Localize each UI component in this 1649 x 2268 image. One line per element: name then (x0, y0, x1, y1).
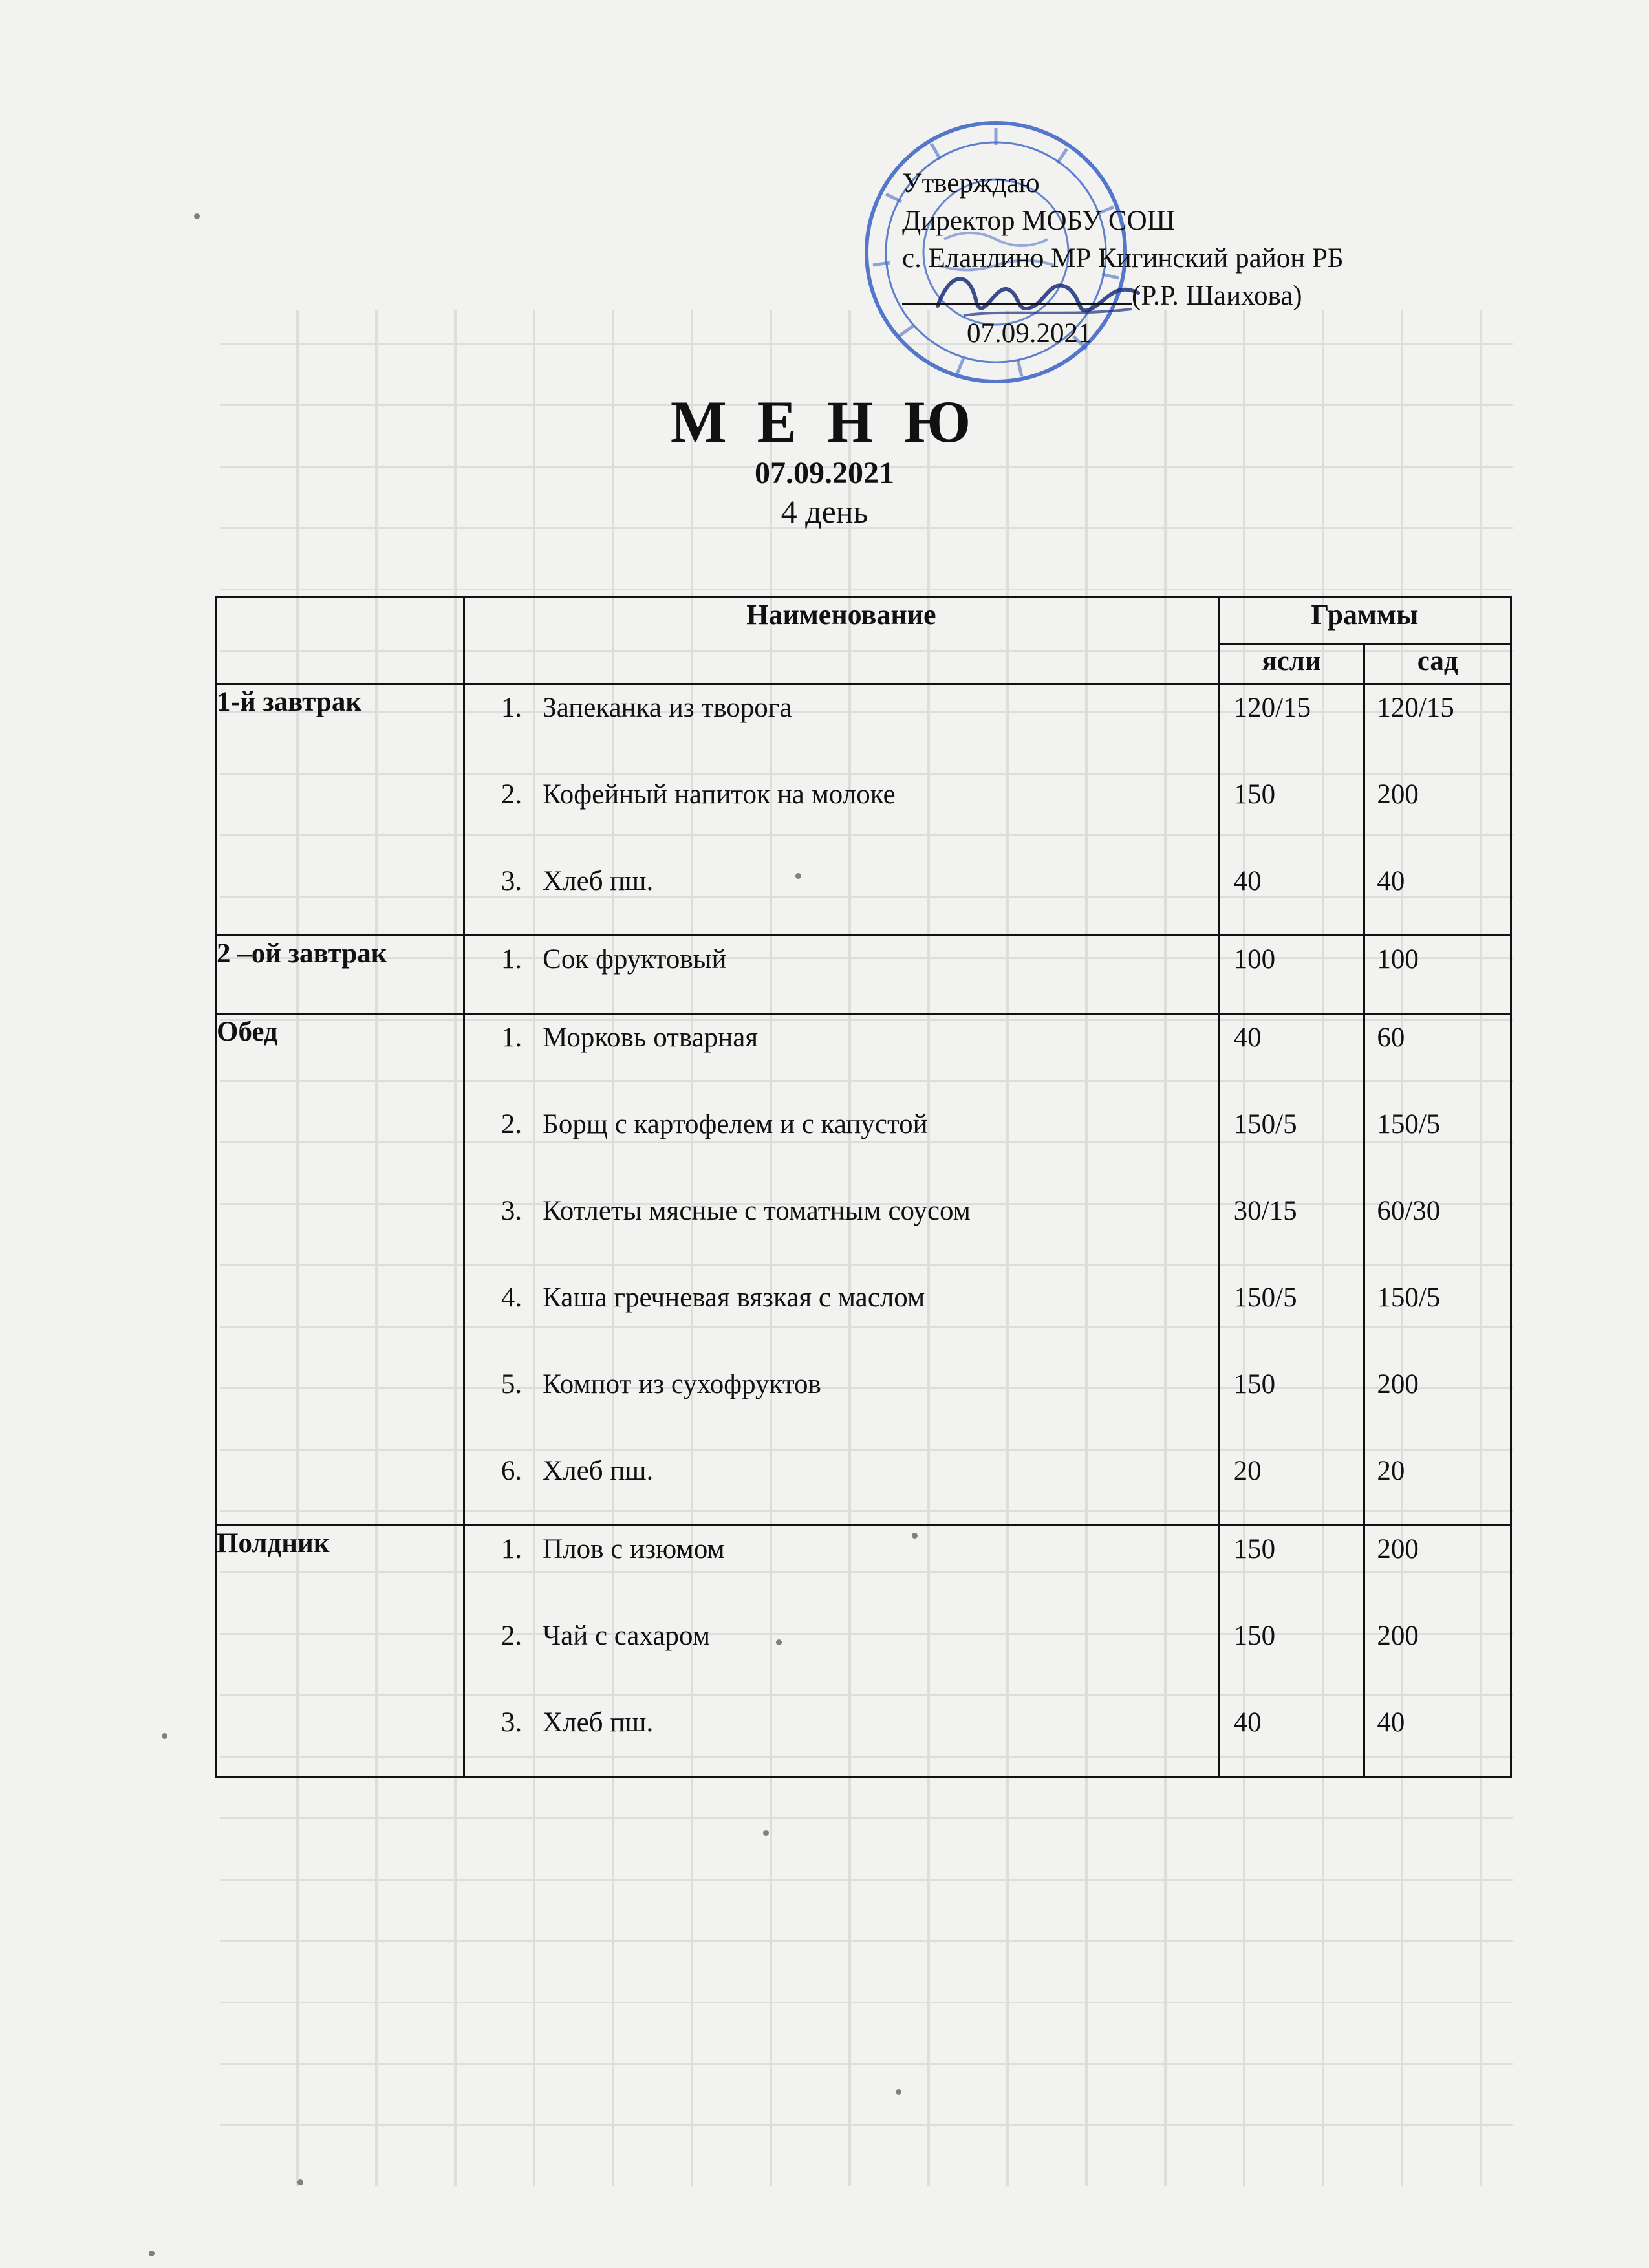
dish-item (465, 1193, 1217, 1280)
dish-number: 6. (501, 1456, 523, 1486)
meal-label: Обед (216, 1014, 464, 1526)
garden-grams: 200 (1377, 1621, 1419, 1651)
nursery-grams: 40 (1233, 1707, 1262, 1738)
nursery-grams: 150 (1233, 779, 1276, 810)
nursery-grams: 100 (1233, 944, 1276, 975)
nursery-values (1218, 1014, 1364, 1526)
menu-table (215, 596, 1512, 1778)
garden-grams: 60 (1377, 1022, 1405, 1053)
title-block (0, 388, 1649, 532)
garden-grams: 150/5 (1377, 1109, 1441, 1139)
dish-item (465, 942, 1217, 1013)
meal-label: 1-й завтрак (216, 684, 464, 936)
meal-items (464, 936, 1218, 1014)
garden-grams: 200 (1377, 1534, 1419, 1564)
dish-item (465, 1280, 1217, 1366)
dish-name: Хлеб пш. (543, 1707, 654, 1738)
meal-items (464, 1526, 1218, 1777)
nursery-grams: 120/15 (1233, 693, 1311, 723)
scan-speck (297, 2179, 303, 2185)
dish-item (465, 1618, 1217, 1705)
dish-item (465, 777, 1217, 863)
garden-values (1364, 1526, 1511, 1777)
garden-values (1364, 684, 1511, 936)
nursery-grams: 40 (1233, 866, 1262, 896)
nursery-grams: 150 (1233, 1621, 1276, 1651)
dish-name: Хлеб пш. (543, 866, 654, 896)
dish-number: 1. (501, 693, 523, 723)
menu-body (216, 684, 1511, 1777)
dish-name: Котлеты мясные с томатным соусом (543, 1196, 971, 1226)
dish-number: 3. (501, 1196, 523, 1226)
approval-block (902, 165, 1523, 352)
approval-date: 07.09.2021 (967, 318, 1092, 349)
header-grams: Граммы (1218, 598, 1511, 645)
garden-grams: 120/15 (1377, 693, 1454, 723)
dish-name: Компот из сухофруктов (543, 1369, 821, 1399)
dish-number: 2. (501, 779, 523, 810)
approval-signer: (Р.Р. Шаихова) (1132, 281, 1302, 311)
dish-number: 1. (501, 1534, 523, 1564)
dish-number: 2. (501, 1621, 523, 1651)
header-name: Наименование (464, 598, 1218, 684)
meal-row (216, 936, 1511, 1014)
nursery-grams: 30/15 (1233, 1196, 1297, 1226)
approval-heading: Утверждаю (902, 168, 1040, 199)
meal-row (216, 684, 1511, 936)
dish-item (465, 1366, 1217, 1453)
nursery-values (1218, 684, 1364, 936)
nursery-grams: 20 (1233, 1456, 1262, 1486)
dish-name: Борщ с картофелем и с капустой (543, 1109, 928, 1139)
header-garden: сад (1364, 645, 1511, 684)
dish-item (465, 1531, 1217, 1618)
dish-name: Плов с изюмом (543, 1534, 725, 1564)
scan-speck (896, 2089, 901, 2095)
page-title: М Е Н Ю (670, 389, 979, 455)
scan-speck (194, 213, 200, 219)
dish-name: Каша гречневая вязкая с маслом (543, 1282, 925, 1313)
garden-grams: 200 (1377, 779, 1419, 810)
garden-values (1364, 936, 1511, 1014)
nursery-grams: 150 (1233, 1369, 1276, 1399)
dish-number: 2. (501, 1109, 523, 1139)
dish-number: 5. (501, 1369, 523, 1399)
meal-row (216, 1526, 1511, 1777)
dish-number: 1. (501, 944, 523, 975)
meal-label: 2 –ой завтрак (216, 936, 464, 1014)
meal-items (464, 1014, 1218, 1526)
dish-item (465, 1705, 1217, 1776)
meal-items (464, 684, 1218, 936)
dish-item (465, 690, 1217, 777)
signature-blank (902, 285, 1132, 305)
scan-speck (763, 1830, 769, 1836)
header-nursery: ясли (1218, 645, 1364, 684)
approval-position: Директор МОБУ СОШ (902, 206, 1176, 236)
dish-number: 3. (501, 866, 523, 896)
dish-name: Морковь отварная (543, 1022, 759, 1053)
dish-number: 4. (501, 1282, 523, 1313)
garden-grams: 150/5 (1377, 1282, 1441, 1313)
garden-grams: 100 (1377, 944, 1419, 975)
dish-item (465, 1453, 1217, 1524)
dish-number: 1. (501, 1022, 523, 1053)
header-meal-blank (216, 598, 464, 684)
garden-grams: 40 (1377, 866, 1405, 896)
nursery-grams: 150/5 (1233, 1109, 1297, 1139)
dish-name: Чай с сахаром (543, 1621, 710, 1651)
dish-name: Хлеб пш. (543, 1456, 654, 1486)
nursery-grams: 40 (1233, 1022, 1262, 1053)
dish-name: Запеканка из творога (543, 693, 792, 723)
dish-name: Кофейный напиток на молоке (543, 779, 896, 810)
scan-speck (162, 1733, 167, 1739)
nursery-grams: 150 (1233, 1534, 1276, 1564)
nursery-values (1218, 936, 1364, 1014)
garden-grams: 20 (1377, 1456, 1405, 1486)
meal-row (216, 1014, 1511, 1526)
dish-item (465, 863, 1217, 934)
dish-item (465, 1020, 1217, 1107)
approval-signature-line (902, 277, 1523, 315)
nursery-grams: 150/5 (1233, 1282, 1297, 1313)
dish-item (465, 1107, 1217, 1193)
approval-organization: с. Еланлино МР Кигинский район РБ (902, 243, 1344, 274)
garden-values (1364, 1014, 1511, 1526)
meal-label: Полдник (216, 1526, 464, 1777)
dish-name: Сок фруктовый (543, 944, 727, 975)
garden-grams: 40 (1377, 1707, 1405, 1738)
nursery-values (1218, 1526, 1364, 1777)
menu-day: 4 день (781, 493, 868, 530)
dish-number: 3. (501, 1707, 523, 1738)
menu-date: 07.09.2021 (755, 456, 894, 490)
garden-grams: 200 (1377, 1369, 1419, 1399)
garden-grams: 60/30 (1377, 1196, 1441, 1226)
scan-speck (149, 2251, 155, 2256)
